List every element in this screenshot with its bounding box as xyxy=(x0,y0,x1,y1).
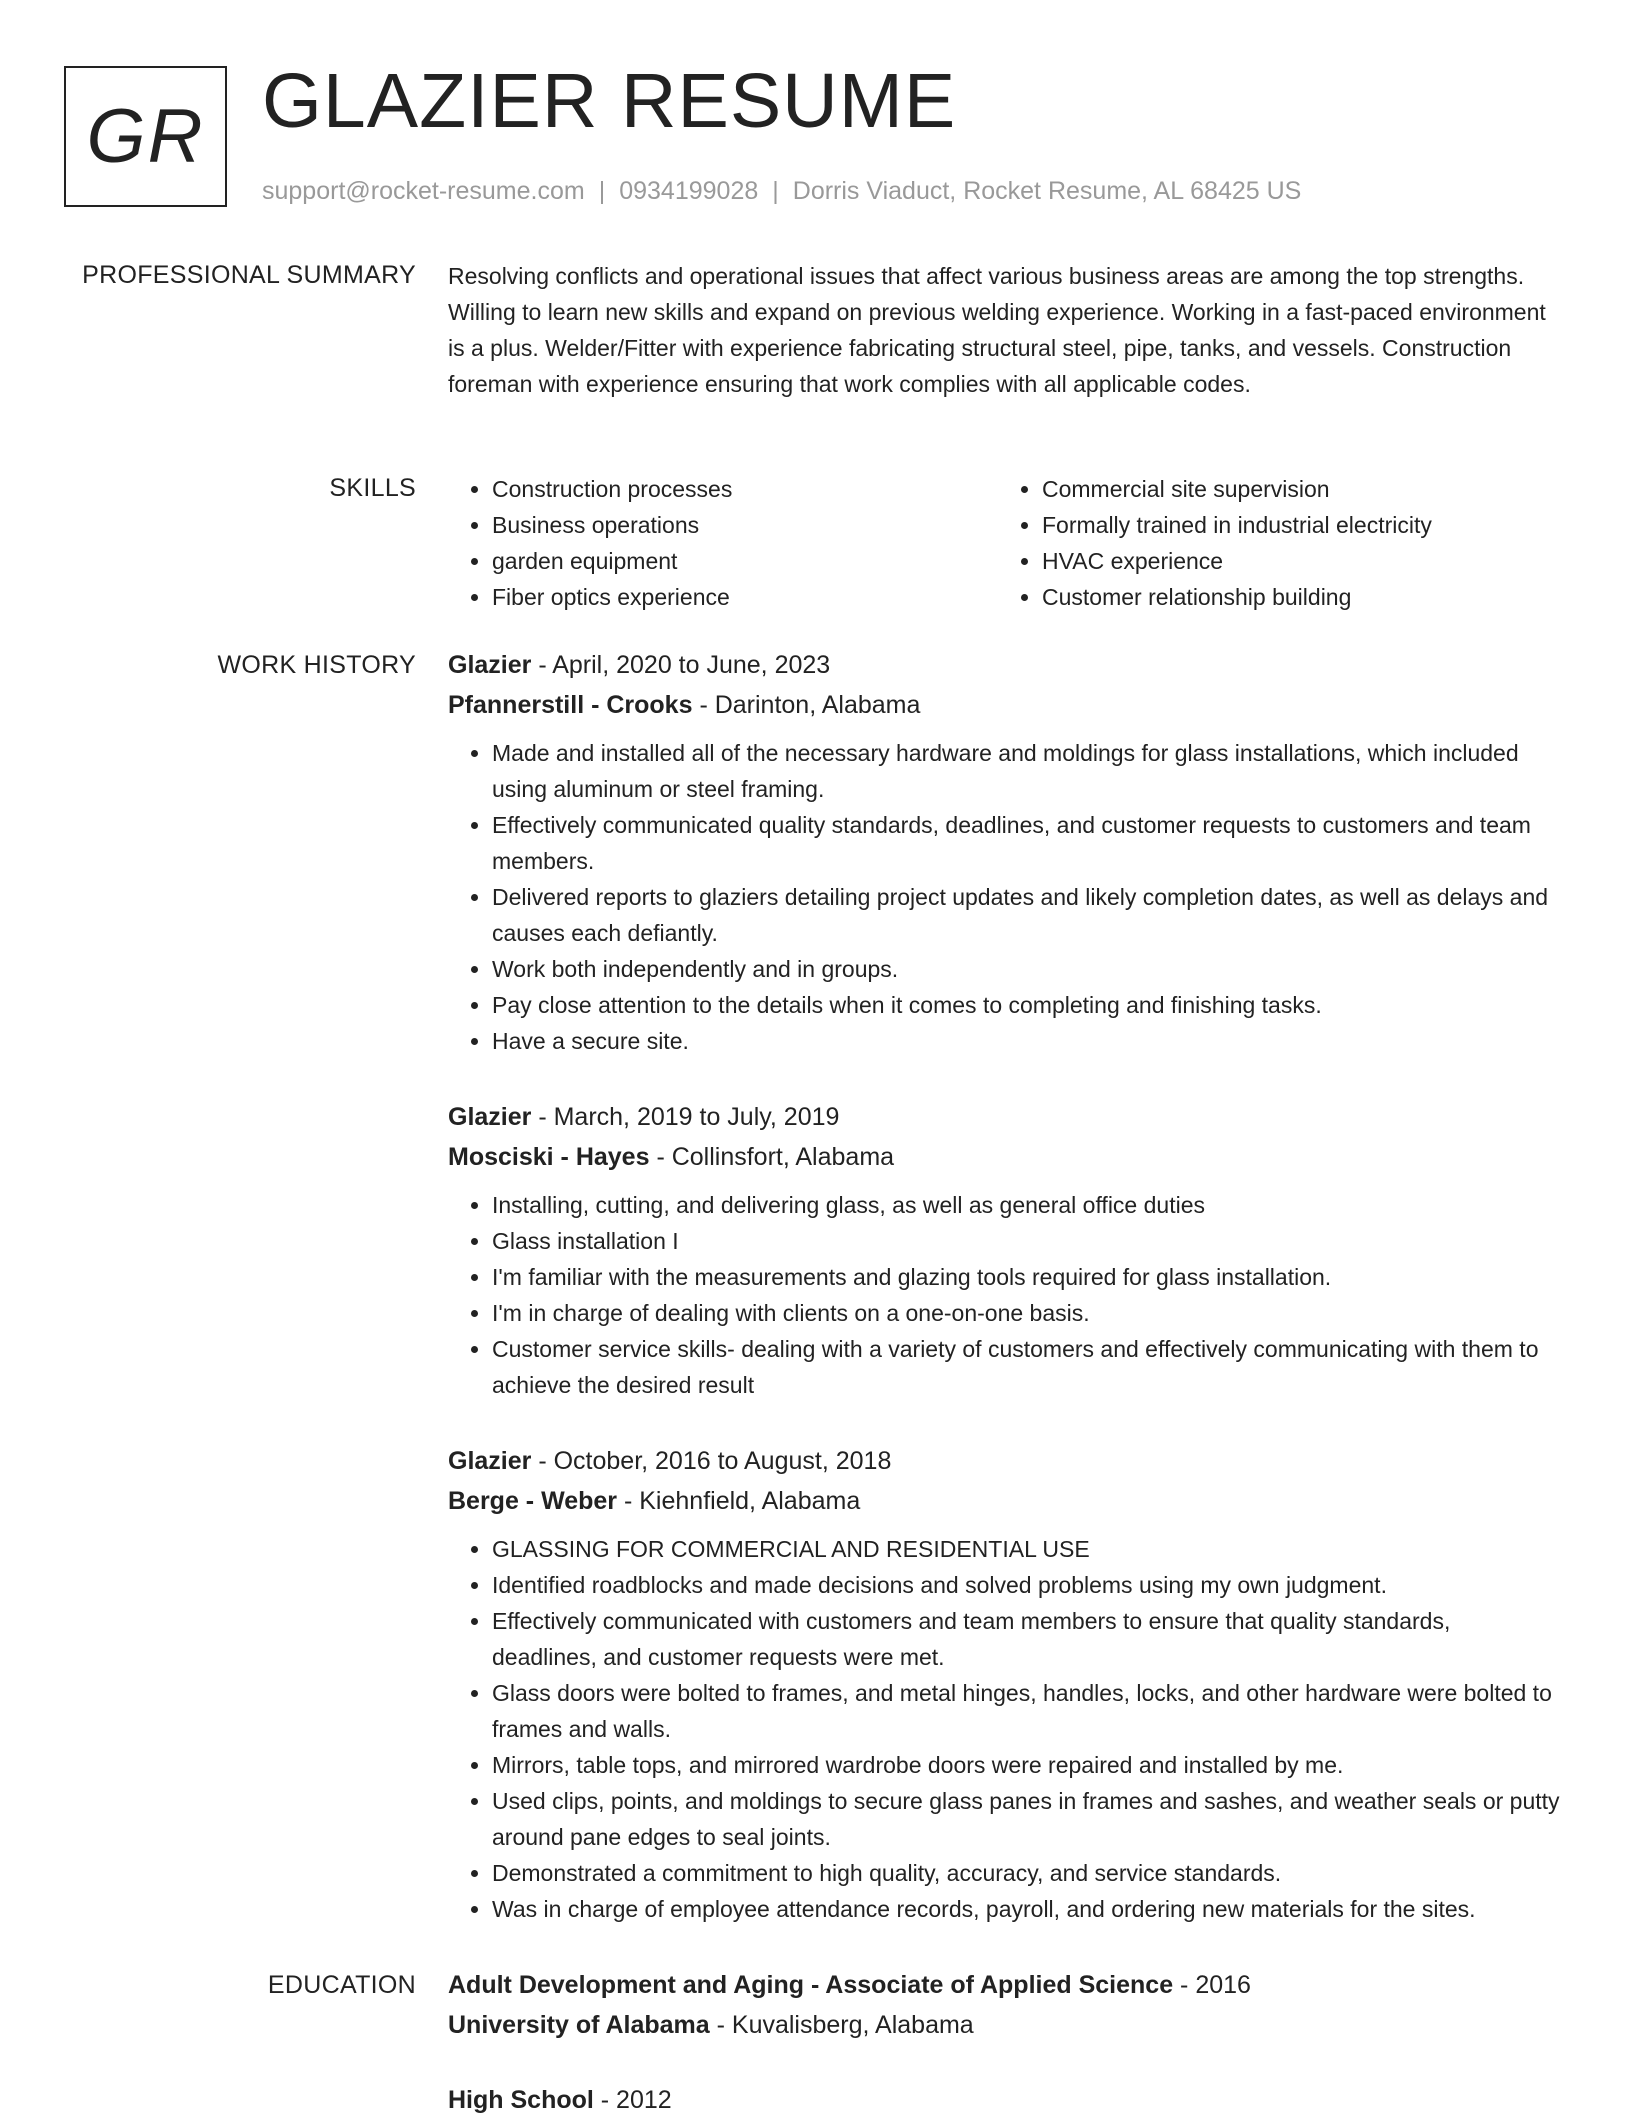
education-location: - Kuvalisberg, Alabama xyxy=(709,2011,974,2039)
job-dates: - March, 2019 to July, 2019 xyxy=(531,1103,840,1131)
job-entry xyxy=(448,1441,1560,1927)
contact-separator: | xyxy=(772,177,779,205)
education-label: EDUCATION xyxy=(267,1971,416,1999)
education-entry xyxy=(448,2080,1560,2120)
summary-label: PROFESSIONAL SUMMARY xyxy=(82,261,416,289)
job-location: - Darinton, Alabama xyxy=(692,691,921,719)
job-bullet: • Pay close attention to the details when it comes to completing and finishing tasks. xyxy=(492,987,1560,1023)
job-bullet: • Was in charge of employee attendance records, payroll, and ordering new materials for the sites. xyxy=(492,1891,1560,1927)
skill-item: • Commercial site supervision xyxy=(1042,471,1432,507)
education-school-line xyxy=(448,2005,1560,2045)
education-degree: High School xyxy=(448,2086,594,2114)
job-bullet: • GLASSING FOR COMMERCIAL AND RESIDENTIAL USE xyxy=(492,1531,1560,1567)
job-title-line xyxy=(448,1441,1560,1481)
job-entry xyxy=(448,645,1560,1059)
job-bullets xyxy=(448,735,1560,1059)
job-dates: - October, 2016 to August, 2018 xyxy=(531,1447,892,1475)
job-title: Glazier xyxy=(448,651,532,679)
job-title-line xyxy=(448,645,1560,685)
education-year: - 2012 xyxy=(593,2086,672,2114)
skill-item: • Formally trained in industrial electricity xyxy=(1042,507,1432,543)
skill-item: • Fiber optics experience xyxy=(492,579,998,615)
summary-text: Resolving conflicts and operational issues that affect various business areas are among the top strengths. Willing to learn new skills and expand on previous welding experience. Working in a fast-paced environment is a plus. Welder/Fitter with experience fabricating structural steel, pipe, tanks, and vessels. Construction foreman with experience ensuring that work complies with all applicable codes. xyxy=(448,263,1546,397)
job-bullet: • Have a secure site. xyxy=(492,1023,1560,1059)
job-bullet: • Effectively communicated with customers and team members to ensure that quality standards, deadlines, and customer requests were met. xyxy=(492,1603,1560,1675)
monogram-box xyxy=(64,66,227,207)
job-company-line xyxy=(448,1481,1560,1521)
job-bullet: • Effectively communicated quality standards, deadlines, and customer requests to customers and team members. xyxy=(492,807,1560,879)
job-bullet: • Used clips, points, and moldings to secure glass panes in frames and sashes, and weather seals or putty around pane edges to seal joints. xyxy=(492,1783,1560,1855)
job-bullets xyxy=(448,1187,1560,1403)
education-entry xyxy=(448,1965,1560,2045)
job-dates: - April, 2020 to June, 2023 xyxy=(531,651,831,679)
resume-title: GLAZIER RESUME xyxy=(262,58,957,144)
job-bullet: • Delivered reports to glaziers detailing project updates and likely completion dates, as well as delays and causes each defiantly. xyxy=(492,879,1560,951)
skill-item: • Construction processes xyxy=(492,471,998,507)
skills-list-left xyxy=(448,471,998,615)
job-bullet: • Work both independently and in groups. xyxy=(492,951,1560,987)
contact-address: Dorris Viaduct, Rocket Resume, AL 68425 US xyxy=(792,177,1302,205)
job-company: Pfannerstill - Crooks xyxy=(448,691,693,719)
job-bullet: • Glass installation I xyxy=(492,1223,1560,1259)
job-bullet: • Installing, cutting, and delivering glass, as well as general office duties xyxy=(492,1187,1560,1223)
job-bullet: • Customer service skills- dealing with a variety of customers and effectively communicating with them to achieve the desired result xyxy=(492,1331,1560,1403)
education-degree: Adult Development and Aging - Associate of Applied Science xyxy=(448,1971,1174,1999)
job-bullet: • Demonstrated a commitment to high quality, accuracy, and service standards. xyxy=(492,1855,1560,1891)
skill-item: • garden equipment xyxy=(492,543,998,579)
job-title-line xyxy=(448,1097,1560,1137)
education-degree-line xyxy=(448,2080,1560,2120)
skills-list-right xyxy=(998,471,1432,615)
job-title: Glazier xyxy=(448,1447,532,1475)
job-location: - Kiehnfield, Alabama xyxy=(617,1487,861,1515)
work-history-label: WORK HISTORY xyxy=(217,651,416,679)
contact-separator: | xyxy=(598,177,606,205)
job-bullet: • Mirrors, table tops, and mirrored wardrobe doors were repaired and installed by me. xyxy=(492,1747,1560,1783)
monogram-initials: GR xyxy=(86,94,205,179)
skill-item: • HVAC experience xyxy=(1042,543,1432,579)
job-company-line xyxy=(448,685,1560,725)
contact-email: support@rocket-resume.com xyxy=(262,177,585,205)
contact-phone: 0934199028 xyxy=(619,177,759,205)
job-bullet: • I'm in charge of dealing with clients on a one-on-one basis. xyxy=(492,1295,1560,1331)
job-company: Mosciski - Hayes xyxy=(448,1143,650,1171)
job-bullet: • I'm familiar with the measurements and glazing tools required for glass installation. xyxy=(492,1259,1560,1295)
education-year: - 2016 xyxy=(1173,1971,1251,1999)
skill-item: • Customer relationship building xyxy=(1042,579,1432,615)
job-company-line xyxy=(448,1137,1560,1177)
education-school: University of Alabama xyxy=(448,2011,710,2039)
job-location: - Collinsfort, Alabama xyxy=(649,1143,895,1171)
contact-line xyxy=(262,174,1301,208)
job-bullet: • Glass doors were bolted to frames, and metal hinges, handles, locks, and other hardware were bolted to frames and walls. xyxy=(492,1675,1560,1747)
education-degree-line xyxy=(448,1965,1560,2005)
skills-columns xyxy=(448,471,1560,615)
job-company: Berge - Weber xyxy=(448,1487,618,1515)
job-bullet: • Made and installed all of the necessary hardware and moldings for glass installations, which included using aluminum or steel framing. xyxy=(492,735,1560,807)
job-entry xyxy=(448,1097,1560,1403)
job-bullets xyxy=(448,1531,1560,1927)
skills-label: SKILLS xyxy=(329,474,416,502)
skill-item: • Business operations xyxy=(492,507,998,543)
job-bullet: • Identified roadblocks and made decisions and solved problems using my own judgment. xyxy=(492,1567,1560,1603)
job-title: Glazier xyxy=(448,1103,532,1131)
